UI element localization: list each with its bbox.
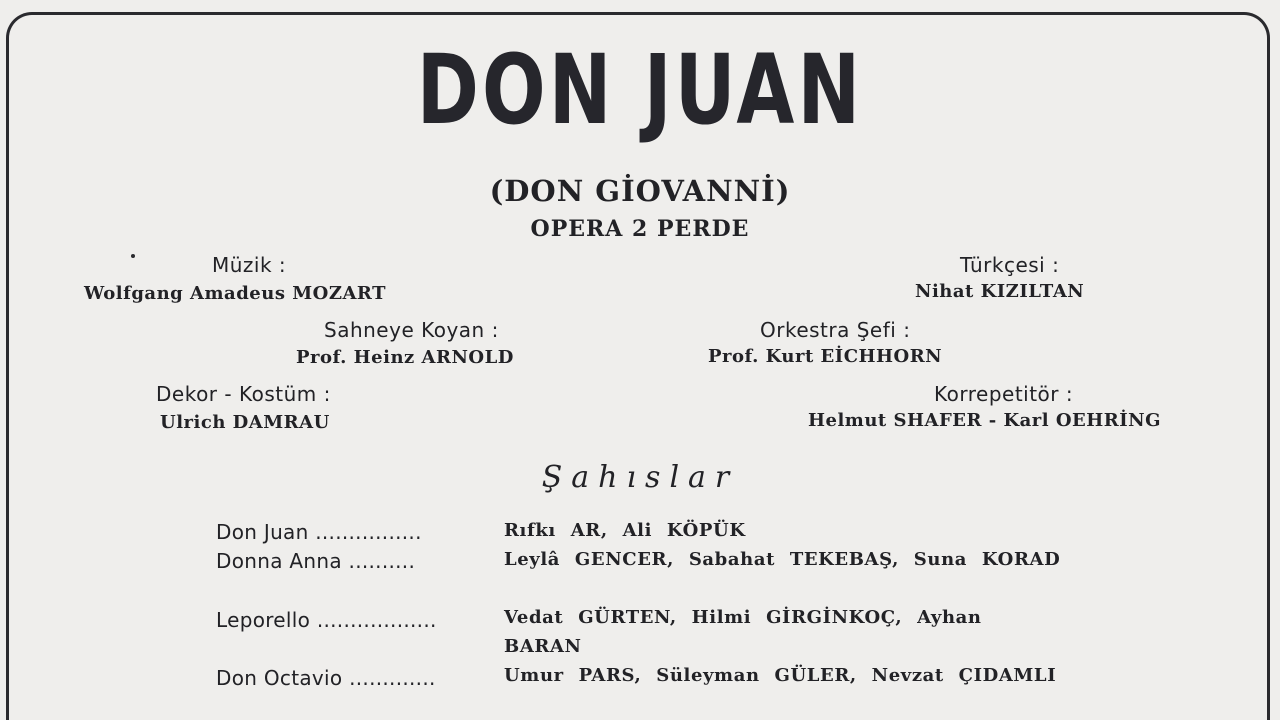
credit-conductor-label: Orkestra Şefi : [760, 318, 911, 342]
cast-actors-donna-anna: Leylâ GENCER, Sabahat TEKEBAŞ, Suna KORAD [504, 549, 1061, 570]
cast-role-don-juan: Don Juan ................ [216, 520, 422, 544]
credit-design-label: Dekor - Kostüm : [156, 382, 331, 406]
credit-music-name: Wolfgang Amadeus MOZART [84, 283, 386, 304]
cast-role-donna-anna: Donna Anna .......... [216, 549, 416, 573]
cast-actors-leporello: Vedat GÜRTEN, Hilmi GİRGİNKOÇ, Ayhan BARAN [504, 607, 982, 657]
opera-genre: OPERA 2 PERDE [530, 216, 750, 242]
credit-design-name: Ulrich DAMRAU [160, 412, 330, 433]
ink-speck [131, 254, 135, 258]
credit-repetiteur-name: Helmut SHAFER - Karl OEHRİNG [808, 410, 1161, 431]
cast-role-don-octavio: Don Octavio ............. [216, 666, 436, 690]
credit-director-label: Sahneye Koyan : [324, 318, 499, 342]
cast-heading: Şahıslar [541, 460, 739, 495]
credit-translation-name: Nihat KIZILTAN [915, 281, 1085, 302]
credit-music-label: Müzik : [212, 253, 287, 277]
credit-translation-label: Türkçesi : [960, 253, 1060, 277]
credit-repetiteur-label: Korrepetitör : [934, 382, 1074, 406]
cast-actors-don-octavio: Umur PARS, Süleyman GÜLER, Nevzat ÇIDAMLI [504, 665, 1057, 686]
credit-director-name: Prof. Heinz ARNOLD [296, 347, 514, 368]
opera-title: DON JUAN [416, 34, 864, 146]
cast-role-leporello: Leporello .................. [216, 608, 437, 632]
credit-conductor-name: Prof. Kurt EİCHHORN [708, 346, 943, 367]
opera-subtitle: (DON GİOVANNİ) [489, 174, 791, 208]
cast-actors-don-juan: Rıfkı AR, Ali KÖPÜK [504, 520, 746, 541]
